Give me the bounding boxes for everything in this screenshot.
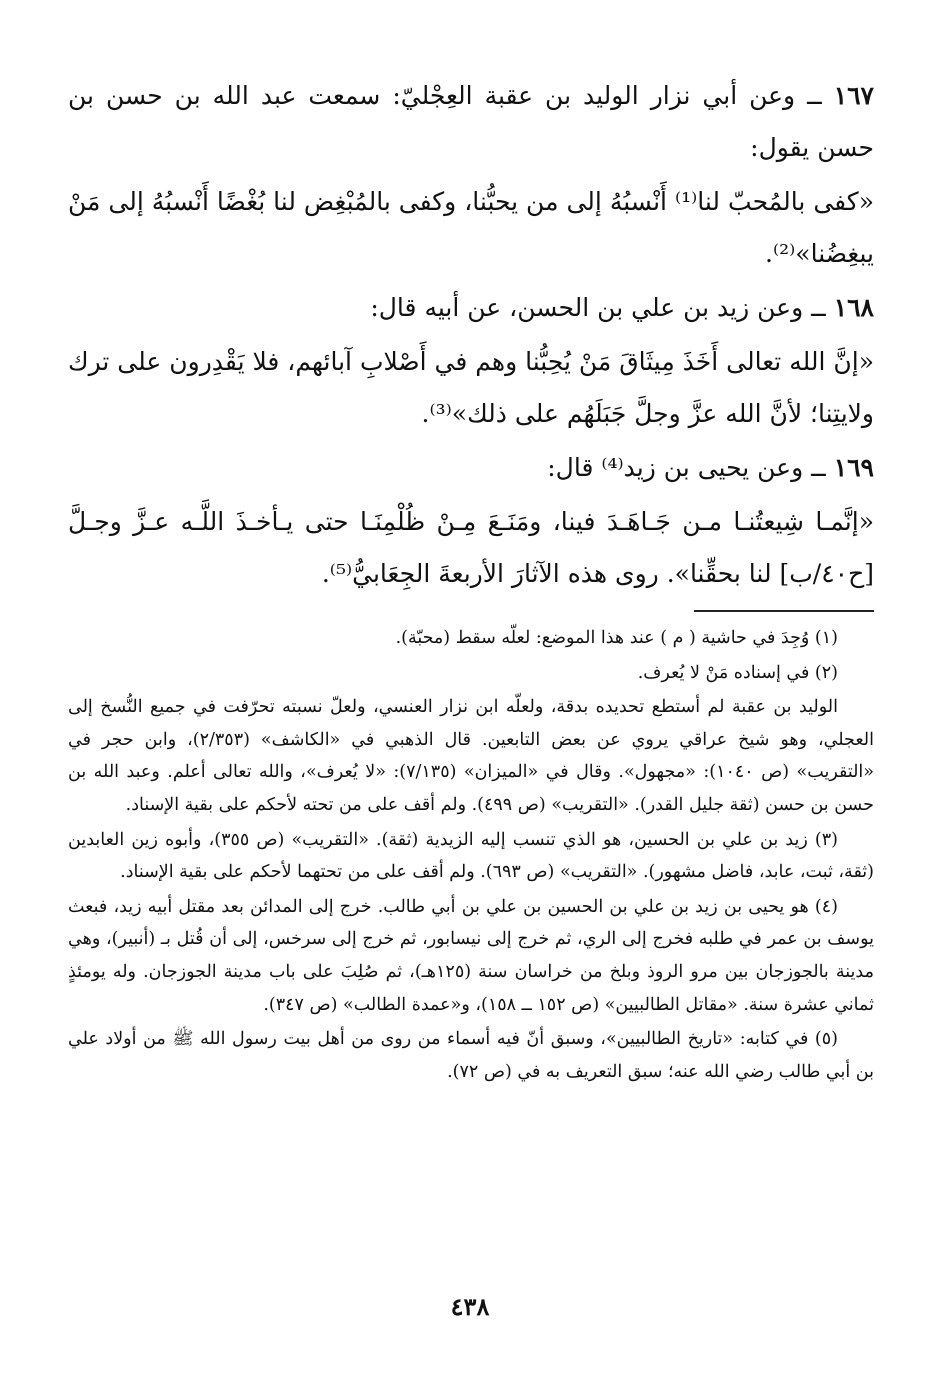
- footnote-1: (١) وُجِدَ في حاشية ( م ) عند هذا الموضع: لعلّه سقط (محبّة).: [395, 628, 838, 648]
- entry-text: ــ وعن يحيى بن زيد⁽⁴⁾ قال:: [547, 453, 834, 482]
- hadith-entry-167: [68, 70, 874, 174]
- entry-number: ١٦٨: [833, 293, 874, 322]
- entry-number: ١٦٩: [833, 453, 874, 482]
- footnotes: [68, 622, 874, 1090]
- footnote-2-continued: الوليد بن عقبة لم أستطع تحديده بدقة، ولعلّه ابن نزار العنسي، ولعلّ نسبته تحرّفت في جميع النُّسخ إلى العجلي، وهو شيخ عراقي يروي عن بعض التابعين. قال الذهبي في «الكاشف» (٢/٣٥٣)، وابن حجر في «التقريب» (ص ١٠٤٠): «مجهول». وقال في «الميزان» (٧/١٣٥): «لا يُعرف»، والله تعالى أعلم. وعبد الله بن حسن بن حسن (ثقة جليل القدر). «التقريب» (ص ٤٩٩). ولم أقف على من تحته لأحكم على بقية الإسناد.: [68, 697, 875, 815]
- main-text: [68, 70, 874, 602]
- hadith-quote: «إنَّ الله تعالى أَخَذَ مِيثَاقَ مَنْ يُحِبُّنا وهم في أَصْلابِ آبائهم، فلا يَقْدِرون على ترك ولايتِنا؛ لأنَّ الله عزَّ وجلَّ جَبَلَهُم على ذلك»⁽³⁾.: [68, 347, 874, 428]
- hadith-quote: «كفى بالمُحبّ لنا⁽¹⁾ أَنْسبُهُ إلى من يحبُّنا، وكفى بالمُبْغِض لنا بُغْضًا أَنْسبُهُ إلى مَنْ يبغِضُنا»⁽²⁾.: [68, 187, 875, 268]
- hadith-entry-169: [68, 442, 874, 494]
- footnote-separator: [694, 610, 874, 612]
- entry-text: ــ وعن زيد بن علي بن الحسن، عن أبيه قال:: [370, 293, 834, 322]
- hadith-quote: «إنَّمـا شِيعتُنـا مـن جَـاهَـدَ فينا، ومَنَـعَ مِـنْ ظُلْمِنَـا حتى يـأخـذَ اللَّـه عـزَّ وجـلَّ [ح٤٠/ب] لنا بحقِّنا». روى هذه الآثارَ الأربعةَ الجِعَابيُّ⁽⁵⁾.: [68, 507, 874, 588]
- footnote-4: (٤) هو يحيى بن زيد بن علي بن الحسين بن علي بن أبي طالب. خرج إلى المدائن بعد مقتل أبيه زيد، فبعث يوسف بن عمر في طلبه فخرج إلى الري، ثم خرج إلى نيسابور، ثم خرج إلى سرخس، إلى أن قُتل بـ (أنبير)، وهي مدينة بالجوزجان بين مرو الروذ وبلخ من خراسان سنة (١٢٥هـ)، ثم صُلِبَ على باب مدينة الجوزجان. وله يومئذٍ ثماني عشرة سنة. «مقاتل الطالبيين» (ص ١٥٢ ــ ١٥٨)، و«عمدة الطالب» (ص ٣٤٧).: [68, 896, 874, 1015]
- hadith-entry-168: [68, 282, 874, 334]
- footnote-2: (٢) في إسناده مَنْ لا يُعرف.: [637, 662, 838, 683]
- footnote-3: (٣) زيد بن علي بن الحسين، هو الذي تنسب إليه الزيدية (ثقة). «التقريب» (ص ٣٥٥)، وأبوه زين العابدين (ثقة، ثبت، عابد، فاضل مشهور). «التقريب» (ص ٦٩٣). ولم أقف على من تحتهما لأحكم على بقية الإسناد.: [68, 829, 874, 883]
- page-number: ٤٣٨: [450, 1292, 490, 1321]
- entry-text: ــ وعن أبي نزار الوليد بن عقبة العِجْليّ: سمعت عبد الله بن حسن بن حسن يقول:: [68, 81, 874, 162]
- entry-number: ١٦٧: [833, 81, 874, 110]
- footnote-5: (٥) في كتابه: «تاريخ الطالبيين»، وسبق أنّ فيه أسماء من روى من أهل بيت رسول الله ﷺ من أولاد علي بن أبي طالب رضي الله عنه؛ سبق التعريف به في (ص ٧٢).: [68, 1029, 874, 1082]
